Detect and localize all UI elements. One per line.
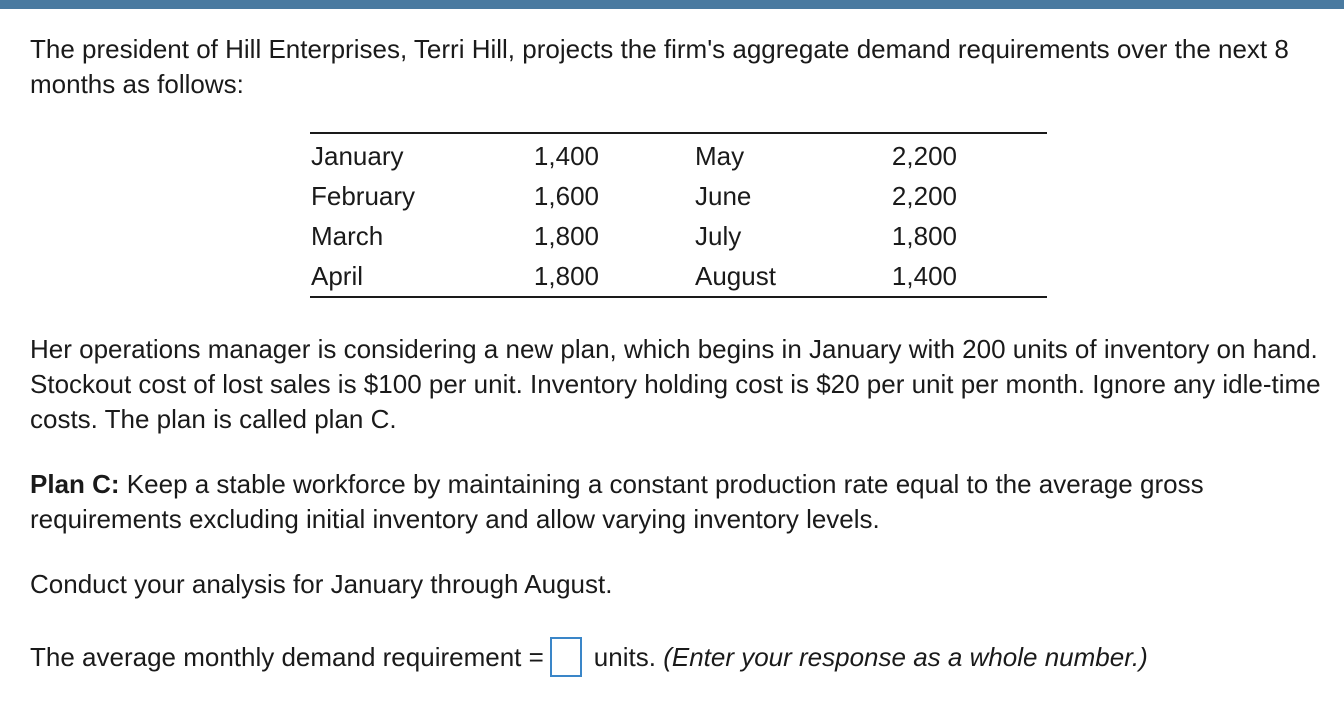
plan-c-text: Keep a stable workforce by maintaining a constant production rate equal to the average gross requirements excluding initial inventory and allow varying inventory levels. bbox=[30, 469, 1204, 534]
answer-prefix: The average monthly demand requirement = bbox=[30, 641, 544, 672]
answer-hint: (Enter your response as a whole number.) bbox=[663, 641, 1148, 672]
month-cell: July bbox=[695, 221, 742, 251]
month-cell: April bbox=[311, 261, 364, 291]
month-cell: May bbox=[695, 141, 745, 171]
plan-c-label: Plan C: bbox=[30, 469, 120, 499]
table-row bbox=[310, 216, 1047, 256]
table-row bbox=[310, 176, 1047, 216]
month-cell: June bbox=[695, 181, 752, 211]
month-cell: August bbox=[695, 261, 776, 291]
demand-value-cell: 1,800 bbox=[533, 261, 599, 291]
demand-value-cell: 1,800 bbox=[533, 221, 599, 251]
answer-line bbox=[30, 637, 1330, 677]
average-demand-input[interactable] bbox=[550, 637, 582, 677]
question-content bbox=[30, 32, 1330, 677]
month-cell: January bbox=[311, 141, 404, 171]
month-cell: March bbox=[311, 221, 384, 251]
plan-c-definition bbox=[30, 467, 1330, 537]
table-row bbox=[310, 256, 1047, 297]
demand-value-cell: 2,200 bbox=[891, 141, 957, 171]
plan-description: Her operations manager is considering a new plan, which begins in January with 200 units of inventory on hand. Stockout cost of lost sales is $100 per unit. Inventory holding cost is $20 per unit per month. Ignore any idle-time costs. The plan is called plan C. bbox=[30, 334, 1321, 434]
demand-value-cell: 1,400 bbox=[891, 261, 957, 291]
month-cell: February bbox=[311, 181, 416, 211]
header-bar bbox=[0, 0, 1344, 9]
answer-units: units. bbox=[593, 641, 656, 672]
demand-value-cell: 1,600 bbox=[533, 181, 599, 211]
analysis-note: Conduct your analysis for January through August. bbox=[30, 569, 613, 599]
table-row bbox=[310, 133, 1047, 176]
demand-value-cell: 1,400 bbox=[533, 141, 599, 171]
demand-table bbox=[310, 132, 1047, 298]
demand-value-cell: 1,800 bbox=[891, 221, 957, 251]
intro-text: The president of Hill Enterprises, Terri Hill, projects the firm's aggregate demand requirements over the next 8 months as follows: bbox=[30, 34, 1289, 99]
demand-value-cell: 2,200 bbox=[891, 181, 957, 211]
